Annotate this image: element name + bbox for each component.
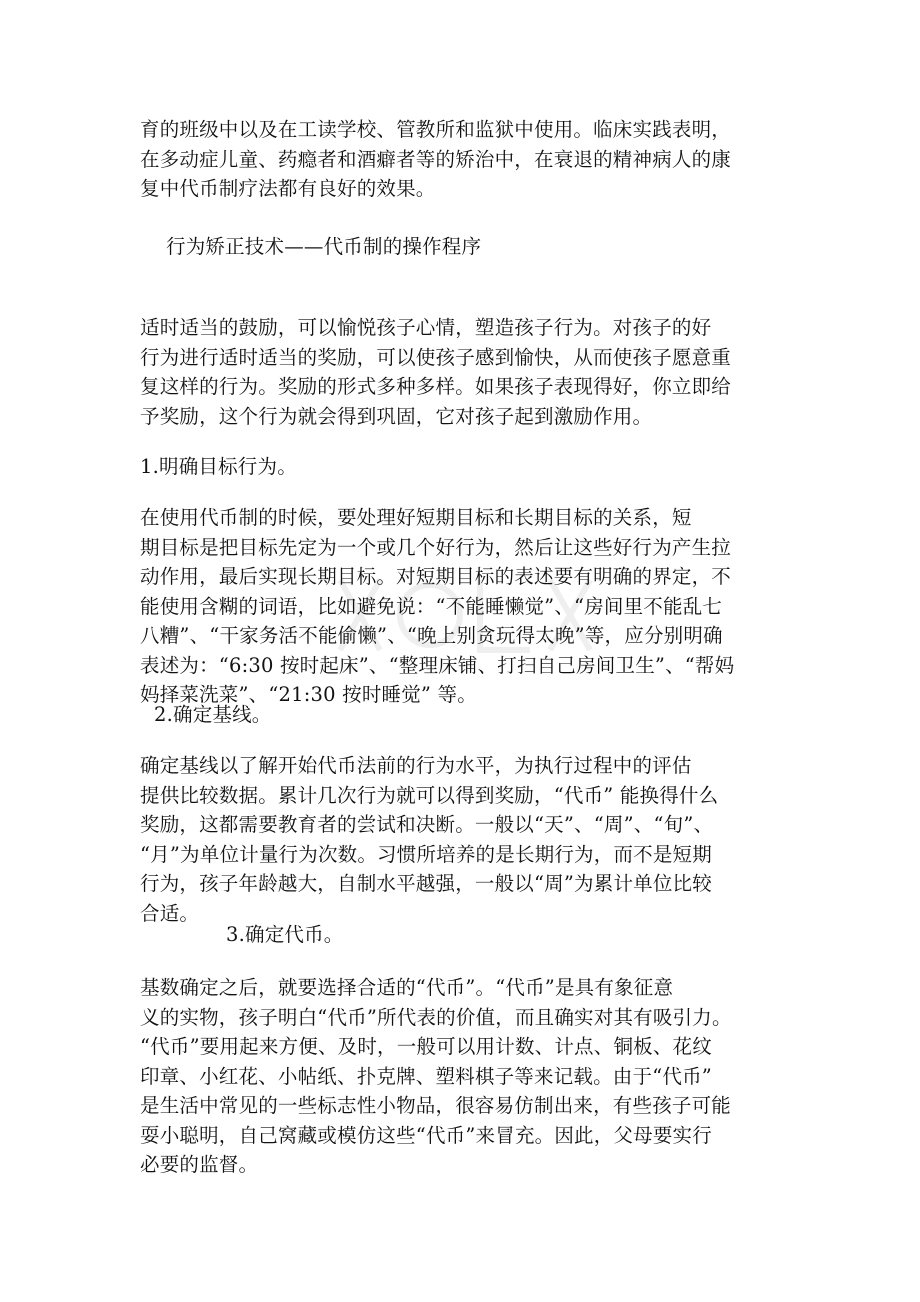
intro-paragraph: 育的班级中以及在工读学校、管教所和监狱中使用。临床实践表明， 在多动症儿童、药瘾者和酒癖者等的矫治中，在衰退的精神病人的康 复中代币制疗法都有良好的效果。	[140, 118, 732, 200]
step3-paragraph: 基数确定之后，就要选择合适的“代币”。“代币”是具有象征意 义的实物，孩子明白“代币”所代表的价值，而且确实对其有吸引力。 “代币”要用起来方便、及时，一般可以用计数、计点、铜板、花纹 印章、小红花、小帖纸、扑克牌、塑料棋子等来记载。由于“代币” 是生活中常见的一些标志性小物品，很容易仿制出来，有些孩子可能 耍小聪明，自己窝藏或模仿这些“代币”来冒充。因此，父母要实行 必要的监督。	[140, 976, 732, 1176]
step2-paragraph: 确定基线以了解开始代币法前的行为水平，为执行过程中的评估 提供比较数据。累计几次行为就可以得到奖励，“代币” 能换得什么 奖励，这都需要教育者的尝试和决断。一般以“天”、“周”、“旬”、 “月”为单位计量行为次数。习惯所培养的是长期行为，而不是短期 行为，孩子年龄越大，自制水平越强，一般以“周”为累计单位比较 合适。	[140, 754, 719, 925]
step3-heading: 3.确定代币。	[226, 923, 344, 946]
lead-paragraph: 适时适当的鼓励，可以愉悦孩子心情，塑造孩子行为。对孩子的好 行为进行适时适当的奖励，可以使孩子感到愉快，从而使孩子愿意重 复这样的行为。奖励的形式多种多样。如果孩子表现得好，你立即给 予奖励，这个行为就会得到巩固，它对孩子起到激励作用。	[140, 316, 732, 428]
step1-paragraph: 在使用代币制的时候，要处理好短期目标和长期目标的关系，短 期目标是把目标先定为一个或几个好行为，然后让这些好行为产生拉 动作用，最后实现长期目标。对短期目标的表述要有明确的界定，不 能使用含糊的词语，比如避免说：“不能睡懒觉”、“房间里不能乱七 八糟”、“干家务活不能偷懒”、“晚上别贪玩得太晚”等，应分别明确 表述为：“6:30 按时起床”、“整理床铺、打扫自己房间卫生”、“帮妈 妈择菜洗菜”、“21:30 按时睡觉” 等。	[140, 506, 735, 706]
step2-heading: 2.确定基线。	[154, 703, 272, 726]
step1-heading: 1.明确目标行为。	[140, 455, 297, 478]
section-title: 行为矫正技术——代币制的操作程序	[166, 235, 482, 258]
